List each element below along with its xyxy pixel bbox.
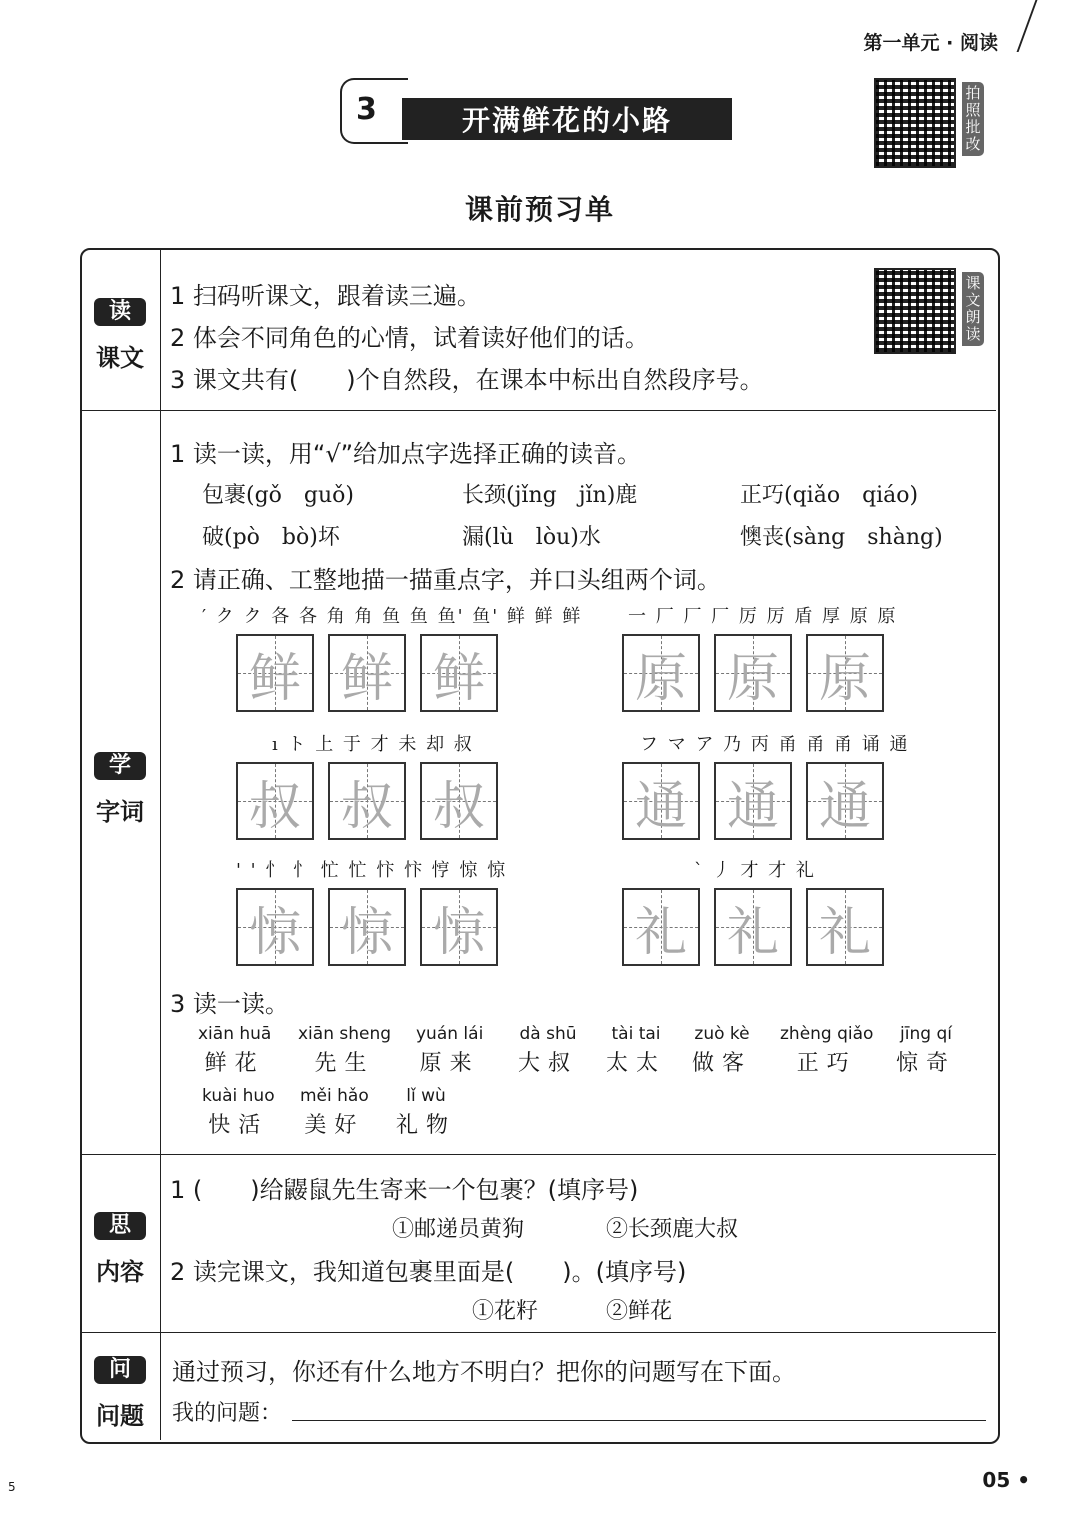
tracing-cell[interactable]: 惊 [420, 888, 498, 966]
page-subtitle: 课前预习单 [464, 193, 615, 226]
unit-header: 第一单元 · 阅读 [863, 32, 998, 54]
stroke-order: ′ ク ク 各 各 角 角 鱼 鱼 鱼' 鱼' 鲜 鲜 鲜 [202, 606, 583, 627]
stroke-order: フ マ ア 乃 丙 甬 甬 甬 诵 通 [640, 734, 910, 755]
answer-label: 我的问题： [172, 1401, 283, 1426]
section-name-read: 课文 [96, 344, 144, 372]
vocab-word: xiān sheng 先生 [298, 1024, 392, 1076]
pinyin-choice[interactable]: 懊丧(sàng shàng) [740, 525, 943, 550]
column-divider [160, 250, 161, 1440]
tracing-cell[interactable]: 鲜 [420, 634, 498, 712]
section-badge-learn: 学 [94, 752, 146, 780]
answer-option[interactable]: ①邮递员黄狗 [392, 1217, 525, 1242]
tracing-grid [622, 634, 884, 712]
tracing-cell[interactable]: 惊 [236, 888, 314, 966]
tracing-cell[interactable]: 礼 [714, 888, 792, 966]
section-badge-ask: 问 [94, 1356, 146, 1384]
qr-code-grading[interactable] [874, 78, 956, 168]
tracing-grid [236, 762, 498, 840]
vocab-word: dà shū 大叔 [518, 1024, 579, 1076]
ask-prompt: 通过预习，你还有什么地方不明白？把你的问题写在下面。 [172, 1358, 796, 1386]
read-item-3: 3 课文共有( )个自然段，在课本中标出自然段序号。 [170, 366, 764, 394]
stroke-order: ı ト 上 于 才 未 却 叔 [272, 734, 474, 755]
tracing-cell[interactable]: 惊 [328, 888, 406, 966]
tracing-cell[interactable]: 叔 [420, 762, 498, 840]
answer-option[interactable]: ②长颈鹿大叔 [606, 1217, 739, 1242]
tracing-cell[interactable]: 礼 [806, 888, 884, 966]
tracing-cell[interactable]: 通 [714, 762, 792, 840]
read-item-1: 1 扫码听课文，跟着读三遍。 [170, 282, 481, 310]
tracing-cell[interactable]: 通 [622, 762, 700, 840]
pinyin-choice[interactable]: 破(pò bò)坏 [202, 525, 340, 550]
row-divider [82, 1332, 996, 1333]
section-name-learn: 字词 [96, 798, 144, 826]
think-q1: 1 ( )给鼹鼠先生寄来一个包裹？(填序号) [170, 1176, 639, 1204]
tracing-cell[interactable]: 原 [622, 634, 700, 712]
tracing-cell[interactable]: 礼 [622, 888, 700, 966]
answer-input-line[interactable] [292, 1420, 986, 1421]
row-divider [82, 410, 996, 411]
learn-q2: 2 请正确、工整地描一描重点字，并口头组两个词。 [170, 566, 721, 594]
page-number: 05 • [982, 1468, 1030, 1492]
vocab-word: tài tai 太太 [606, 1024, 667, 1076]
lesson-title: 开满鲜花的小路 [402, 98, 732, 140]
section-badge-read: 读 [94, 298, 146, 326]
section-name-think: 内容 [96, 1258, 144, 1286]
vocab-word: zuò kè 做客 [692, 1024, 753, 1076]
vocab-word: kuài huo 快活 [202, 1086, 275, 1138]
qr-audio-label: 课 文 朗 读 [962, 272, 984, 346]
tracing-grid [236, 634, 498, 712]
read-item-2: 2 体会不同角色的心情，试着读好他们的话。 [170, 324, 649, 352]
row-divider [82, 1154, 996, 1155]
vocab-word: jīng qí 惊奇 [896, 1024, 957, 1076]
pinyin-choice[interactable]: 漏(lù lòu)水 [462, 525, 601, 550]
stroke-order: ` 丿 才 才 礼 [694, 860, 816, 881]
vocab-word: lǐ wù 礼物 [396, 1086, 457, 1138]
qr-grading-label: 拍 照 批 改 [962, 82, 984, 156]
section-name-ask: 问题 [96, 1402, 144, 1430]
answer-option[interactable]: ②鲜花 [606, 1299, 673, 1324]
vocab-word: zhèng qiǎo 正巧 [780, 1024, 874, 1076]
tracing-cell[interactable]: 原 [806, 634, 884, 712]
stroke-order: ' ' 忄 忄 忙 忙 忭 忭 悙 惊 惊 [236, 860, 508, 881]
tracing-grid [236, 888, 498, 966]
qr-code-audio[interactable] [874, 268, 956, 354]
learn-q1: 1 读一读，用“√”给加点字选择正确的读音。 [170, 440, 642, 468]
edge-mark: 5 [8, 1480, 16, 1494]
pinyin-choice[interactable]: 长颈(jǐng jǐn)鹿 [462, 483, 638, 508]
tracing-cell[interactable]: 通 [806, 762, 884, 840]
vocab-word: xiān huā 鲜花 [198, 1024, 272, 1076]
pinyin-choice[interactable]: 包裹(gǒ guǒ) [202, 483, 354, 508]
tracing-cell[interactable]: 原 [714, 634, 792, 712]
stroke-order: 一 厂 厂 厂 厉 厉 盾 厚 原 原 [628, 606, 898, 627]
pinyin-choice[interactable]: 正巧(qiǎo qiáo) [740, 483, 919, 508]
header-divider [1017, 0, 1038, 52]
vocab-word: yuán lái 原来 [416, 1024, 484, 1076]
lesson-number: 3 [356, 92, 377, 127]
tracing-cell[interactable]: 鲜 [328, 634, 406, 712]
answer-option[interactable]: ①花籽 [472, 1299, 539, 1324]
tracing-cell[interactable]: 鲜 [236, 634, 314, 712]
tracing-grid [622, 762, 884, 840]
tracing-cell[interactable]: 叔 [328, 762, 406, 840]
tracing-grid [622, 888, 884, 966]
learn-q3: 3 读一读。 [170, 990, 289, 1018]
tracing-cell[interactable]: 叔 [236, 762, 314, 840]
think-q2: 2 读完课文，我知道包裹里面是( )。(填序号) [170, 1258, 687, 1286]
section-badge-think: 思 [94, 1212, 146, 1240]
vocab-word: měi hǎo 美好 [300, 1086, 369, 1138]
